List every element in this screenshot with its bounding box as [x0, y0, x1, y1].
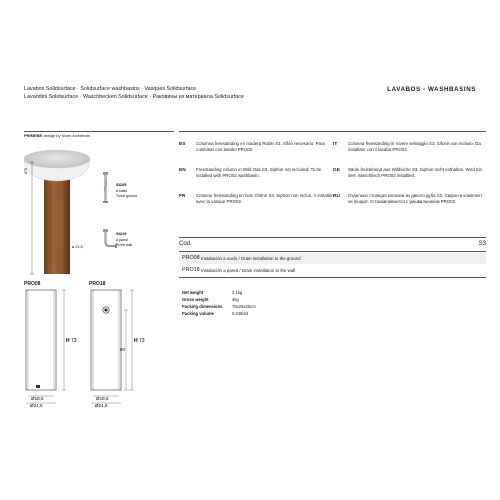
desc-fr: Colonne freestanding en bois Chêne S3. Siphon non inclus. À installer avec la vasque PRO02. — [196, 193, 333, 204]
pro18-h-letter: H — [134, 338, 138, 344]
dim-diameter-label: ø 21,5 — [72, 245, 83, 249]
pro08-dim-inner: Ø18,5 — [31, 396, 44, 401]
wood-column — [44, 174, 70, 274]
siphon-floor-code: SI225 — [116, 182, 127, 187]
code-desc: Instalación a pared / Drain installation to the wall — [201, 267, 296, 273]
title-rule — [24, 131, 174, 132]
pro18-dim-inner: Ø18,5 — [96, 396, 109, 401]
product-designer: design by Norm Architects — [43, 133, 90, 138]
header-title: LAVABOS - WASHBASINS — [387, 86, 476, 93]
table-row — [179, 253, 486, 264]
desc-top-rule — [179, 131, 486, 132]
siphon-wall-code: SI219 — [116, 231, 127, 236]
siphon-wall-line1: A pared — [116, 238, 128, 242]
drawing-pro18 — [91, 290, 134, 403]
drawing-code-pro18: PRO18 — [89, 281, 106, 287]
pro18-drain-height: 60 — [120, 347, 125, 352]
spec-label: Gross weight — [182, 297, 209, 302]
siphon-floor-icon — [103, 172, 108, 203]
desc-ru: Отдельно стоящая колонна из дикого дуба S3. Сифон в комплект не входит. Устанавливается с умывальником PRO02. — [348, 193, 483, 204]
codes-header-right: S3 — [478, 241, 486, 247]
codes-bottom-rule — [179, 277, 486, 278]
code-cell: PRO18 — [182, 267, 200, 273]
desc-en: Freestanding column in Wild Oak S3. Siphon not included. To be installed with PRO02 washbasin. — [196, 167, 322, 178]
spec-value: 76x25x25cm — [232, 304, 256, 309]
codes-header-rule — [179, 251, 486, 252]
lang-it: IT — [333, 142, 338, 147]
lang-en: EN — [179, 168, 186, 173]
pro18-dim-outer: Ø21,5 — [95, 403, 108, 408]
siphon-wall-icon — [103, 229, 117, 248]
pro08-dim-outer: Ø21,5 — [30, 403, 43, 408]
siphon-floor-line2: To the ground — [116, 194, 137, 198]
pro08-h-value: 73 — [71, 338, 77, 344]
code-desc: Instalación a suelo / Drain installation to the ground — [201, 255, 301, 261]
header-line-2: Lavandini Solidsurface · Waschbecken Solidsurface · Раковины из материала Solidsurface — [24, 94, 244, 100]
lang-ge: GE — [333, 168, 340, 173]
desc-es: Columna freestanding en madera Roble S3. Sifón necesario. Para combinar con lavabo PRO02. — [196, 141, 325, 152]
bowl-basin — [24, 150, 90, 168]
spec-label: Net weight — [182, 290, 204, 295]
product-illustration — [20, 140, 175, 280]
product-name: PRIMEBE — [24, 133, 43, 138]
lang-ru: RU — [333, 194, 340, 199]
siphon-floor-line1: A suelo — [116, 189, 128, 193]
pro08-h-letter: H — [66, 338, 70, 344]
codes-header-left: Cod. — [179, 241, 192, 247]
lang-es: ES — [179, 142, 186, 147]
spec-value: 4kg — [232, 297, 239, 302]
pro18-h-value: 73 — [139, 338, 145, 344]
dim-height-label: 875 — [24, 168, 28, 174]
product-title — [24, 133, 90, 138]
table-row — [179, 265, 486, 276]
desc-ge: Säule freistehend aus Wildeiche S3. Siphon nicht enthalten. Wird mit dem Waschtisch PRO02 installiert. — [348, 167, 482, 178]
spec-value: 3,1kg — [232, 290, 243, 295]
desc-it: Colonna freestanding in rovere selvaggio S3. Sifone non incluso. Da installare con il lavabo PRO02. — [348, 141, 481, 152]
codes-top-rule — [179, 237, 486, 238]
drawing-code-pro08: PRO08 — [24, 281, 41, 287]
spec-label: Packing dimensions — [182, 304, 223, 309]
header-line-1: Lavabos Solidsurface · Solidsurface washbasins · Vasques Solidsurface — [24, 86, 197, 92]
spec-label: Packing volume — [182, 311, 214, 316]
spec-value: 0,048m3 — [232, 311, 249, 316]
siphon-wall-line2: To the wall — [116, 243, 133, 247]
code-cell: PRO08 — [182, 255, 200, 261]
drawing-pro08 — [26, 290, 66, 403]
lang-fr: FR — [179, 194, 186, 199]
technical-drawings — [20, 288, 170, 413]
